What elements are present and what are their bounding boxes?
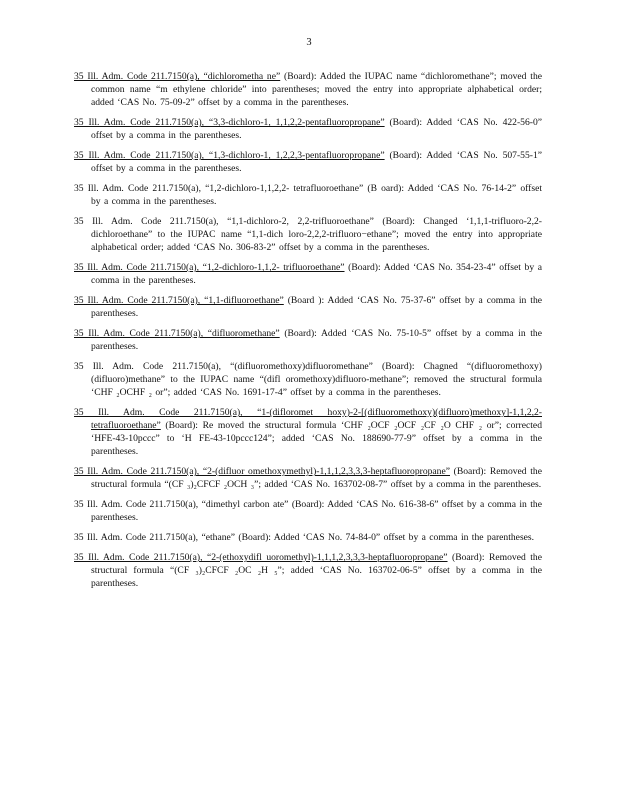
- entry-text: (Board): Added ‘CAS No. 354-23-4” offset by a comma in the parentheses.: [91, 262, 543, 286]
- entry-citation: 35 Ill. Adm. Code 211.7150(a), “1,3-dichloro-1, 1,2,2,3-pentafluoropropane”: [74, 150, 385, 161]
- amendment-entry: [74, 465, 542, 491]
- entry-text: 35 Ill. Adm. Code 211.7150(a), “1,1-dichloro-2, 2,2-trifluoroethane” (Board): Changed ‘1,1,1-trifluoro-2,2-dichloroethane” to the IUPAC name “1,1-dich loro-2,2,2-trifluoro−ethane”; moved the entry into appropriate alphabetical order; added ‘CAS No. 306-83-2” offset by a comma in the parentheses.: [74, 216, 542, 253]
- amendment-entry: [74, 327, 542, 353]
- entry-text: 35 Ill. Adm. Code 211.7150(a), “dimethyl carbon ate” (Board): Added ‘CAS No. 616-38-6” offset by a comma in the parentheses.: [74, 499, 542, 523]
- amendment-entry: [74, 182, 542, 208]
- entry-text: (Board): Removed the structural formula “(CF ₃)₂CFCF ₂OC ₂H ₅”; added ‘CAS No. 163702-06-5” offset by a comma in the parentheses.: [91, 552, 542, 589]
- entry-citation: 35 Ill. Adm. Code 211.7150(a), “2-(ethoxydifl uoromethyl)-1,1,1,2,3,3,3-heptafluoropropane”: [74, 552, 448, 563]
- entry-citation: 35 Ill. Adm. Code 211.7150(a), “2-(difluor omethoxymethyl)-1,1,1,2,3,3,3-heptafluoropropane”: [74, 466, 450, 477]
- amendment-list: [74, 70, 542, 597]
- entry-text: 35 Ill. Adm. Code 211.7150(a), “(difluoromethoxy)difluoromethane” (Board): Chagned “(difluoromethoxy)(difluoro)methane” to the IUPAC name “(difl oromethoxy)difluoro-methane”; removed the structural formula ‘CHF ₂OCHF ₂ or”; added ‘CAS No. 1691-17-4” offset by a comma in the parentheses.: [74, 361, 542, 398]
- entry-text: (Board): Removed the structural formula “(CF ₃)₂CFCF ₂OCH ₃”; added ‘CAS No. 163702-08-7” offset by a comma in the parentheses.: [91, 466, 542, 490]
- entry-citation: 35 Ill. Adm. Code 211.7150(a), “3,3-dichloro-1, 1,1,2,2-pentafluoropropane”: [74, 117, 385, 128]
- amendment-entry: [74, 551, 542, 590]
- entry-text: 35 Ill. Adm. Code 211.7150(a), “1,2-dichloro-1,1,2,2- tetrafluoroethane” (B oard): Added ‘CAS No. 76-14-2” offset by a comma in the parentheses.: [74, 183, 542, 207]
- entry-text: (Board): Added the IUPAC name “dichloromethane”; moved the common name “m ethylene chloride” into parentheses; moved the entry into appropriate alphabetical order; added ‘CAS No. 75-09-2” offset by a comma in the parentheses.: [91, 71, 542, 108]
- amendment-entry: [74, 498, 542, 524]
- amendment-entry: [74, 294, 542, 320]
- entry-citation: 35 Ill. Adm. Code 211.7150(a), “difluoromethane”: [74, 328, 280, 339]
- entry-text: (Board ): Added ‘CAS No. 75-37-6” offset by a comma in the parentheses.: [91, 295, 542, 319]
- entry-citation: 35 Ill. Adm. Code 211.7150(a), “dichlorometha ne”: [74, 71, 281, 82]
- entry-text: 35 Ill. Adm. Code 211.7150(a), “ethane” (Board): Added ‘CAS No. 74-84-0” offset by a comma in the parentheses.: [74, 532, 535, 543]
- entry-citation: 35 Ill. Adm. Code 211.7150(a), “1,1-difluoroethane”: [74, 295, 284, 306]
- amendment-entry: [74, 70, 542, 109]
- entry-text: (Board): Added ‘CAS No. 507-55-1” offset by a comma in the parentheses.: [91, 150, 542, 174]
- entry-citation: 35 Ill. Adm. Code 211.7150(a), “1,2-dichloro-1,1,2- trifluoroethane”: [74, 262, 345, 273]
- amendment-entry: [74, 261, 542, 287]
- amendment-entry: [74, 149, 542, 175]
- entry-text: (Board): Added ‘CAS No. 75-10-5” offset by a comma in the parentheses.: [91, 328, 542, 352]
- entry-text: (Board): Re moved the structural formula ‘CHF ₂OCF ₂OCF ₂CF ₂O CHF ₂ or”; corrected ‘HFE-43-10pccc” to ‘H FE-43-10pccc124”; added ‘CAS No. 188690-77-9” offset by a comma in the parentheses.: [91, 420, 542, 457]
- page-number: 3: [306, 37, 312, 48]
- entry-text: (Board): Added ‘CAS No. 422-56-0” offset by a comma in the parentheses.: [91, 117, 542, 141]
- amendment-entry: [74, 360, 542, 399]
- amendment-entry: [74, 116, 542, 142]
- entry-citation: 35 Ill. Adm. Code 211.7150(a), “1-(difloromet hoxy)-2-[(difluoromethoxy)(difluoro)methoxy]-1,1,2,2-tetrafluoroethane”: [74, 407, 542, 431]
- amendment-entry: [74, 215, 542, 254]
- amendment-entry: [74, 531, 542, 544]
- amendment-entry: [74, 406, 542, 458]
